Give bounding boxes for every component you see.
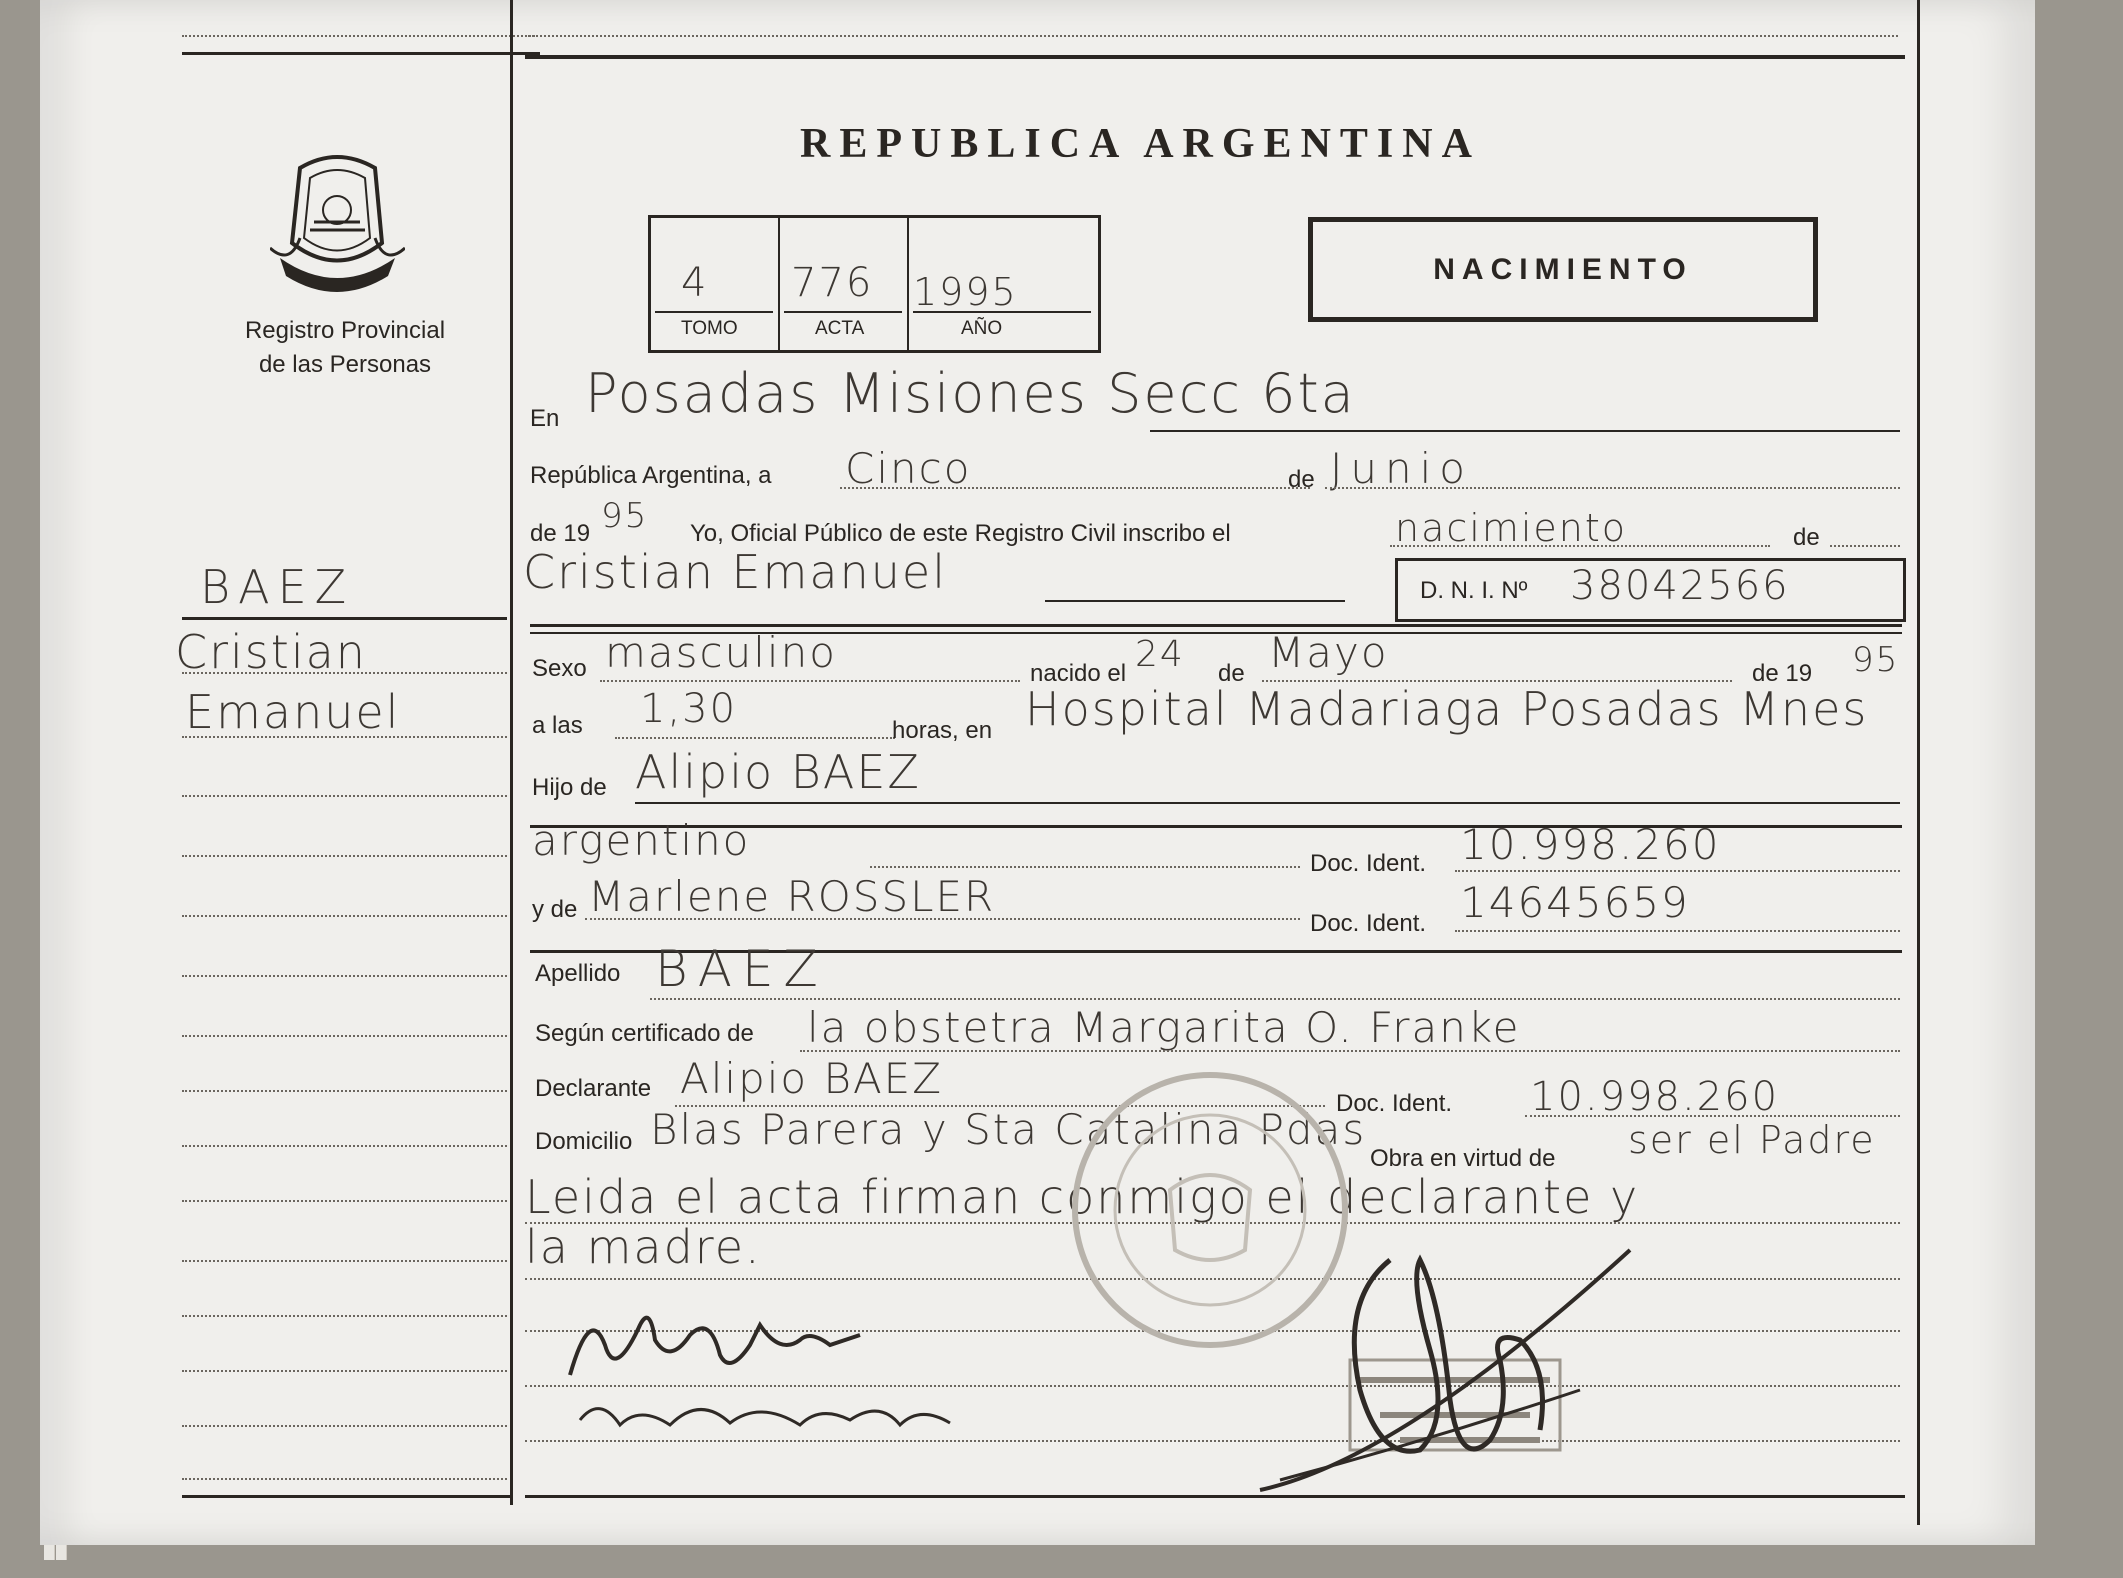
parents-signatures-icon bbox=[560, 1285, 1100, 1445]
tomo-value: 4 bbox=[681, 260, 709, 306]
declarant-value: Alipio BAEZ bbox=[680, 1054, 943, 1103]
event-value: nacimiento bbox=[1395, 506, 1628, 550]
label-oficial: Yo, Oficial Público de este Registro Civil inscribo el bbox=[690, 520, 1231, 547]
label-a-las: a las bbox=[532, 712, 583, 739]
label-republica: República Argentina, a bbox=[530, 462, 772, 489]
label-doc-ident-2: Doc. Ident. bbox=[1310, 910, 1427, 937]
month-value: Junio bbox=[1330, 444, 1473, 493]
tomo-label: TOMO bbox=[681, 318, 738, 339]
birth-place-value: Hospital Madariaga Posadas Mnes bbox=[1025, 682, 1869, 736]
label-de-19: de 19 bbox=[530, 520, 591, 547]
registration-year-value: 95 bbox=[601, 496, 649, 536]
father-doc-value: 10.998.260 bbox=[1460, 820, 1721, 869]
document-type-box bbox=[1308, 217, 1818, 322]
margin-surname: BAEZ bbox=[200, 560, 355, 614]
label-y-de: y de bbox=[532, 896, 578, 923]
mother-doc-value: 14645659 bbox=[1460, 878, 1690, 927]
top-right-dotted-line bbox=[528, 35, 1898, 37]
label-doc-ident-3: Doc. Ident. bbox=[1336, 1090, 1453, 1117]
label-doc-ident-1: Doc. Ident. bbox=[1310, 850, 1427, 877]
sex-value: masculino bbox=[605, 628, 837, 677]
top-left-dotted-line bbox=[182, 35, 538, 37]
closing-text-line2: la madre. bbox=[525, 1220, 762, 1274]
label-nacido: nacido el bbox=[1030, 660, 1127, 687]
surname-value: BAEZ bbox=[655, 940, 828, 998]
top-right-rule bbox=[525, 55, 1905, 59]
misiones-seal-icon bbox=[270, 148, 405, 300]
label-obra: Obra en virtud de bbox=[1370, 1145, 1556, 1172]
label-dni: D. N. I. Nº bbox=[1420, 577, 1528, 604]
label-sexo: Sexo bbox=[532, 655, 587, 682]
record-box bbox=[648, 215, 1101, 353]
dni-value: 38042566 bbox=[1570, 563, 1790, 609]
birth-day-value: 24 bbox=[1135, 634, 1185, 675]
birth-time-value: 1,30 bbox=[640, 686, 738, 732]
place-value: Posadas Misiones Secc 6ta bbox=[585, 362, 1356, 425]
label-de-19-birth: de 19 bbox=[1752, 660, 1813, 687]
ano-value: 1995 bbox=[913, 270, 1018, 314]
label-de-3: de bbox=[1218, 660, 1245, 687]
day-value: Cinco bbox=[845, 444, 972, 493]
mother-name-value: Marlene ROSSLER bbox=[588, 872, 996, 921]
right-border bbox=[1917, 0, 1920, 1525]
document-type-label: NACIMIENTO bbox=[1433, 252, 1693, 286]
label-horas: horas, en bbox=[892, 717, 993, 744]
margin-first-name: Cristian bbox=[175, 625, 367, 679]
margin-middle-name: Emanuel bbox=[185, 685, 401, 739]
child-name-value: Cristian Emanuel bbox=[523, 545, 948, 599]
label-hijo-de: Hijo de bbox=[532, 774, 607, 801]
registry-name-line1: Registro Provincial bbox=[244, 317, 446, 344]
ano-label: AÑO bbox=[961, 318, 1003, 339]
acta-value: 776 bbox=[791, 260, 874, 306]
birth-month-value: Mayo bbox=[1268, 628, 1389, 677]
label-en: En bbox=[530, 405, 560, 432]
left-column-divider bbox=[510, 0, 513, 1505]
address-value: Blas Parera y Sta Catalina Pdas bbox=[650, 1105, 1367, 1154]
label-segun: Según certificado de bbox=[535, 1020, 754, 1047]
label-de-1: de bbox=[1288, 466, 1315, 493]
closing-text-line1: Leida el acta firman conmigo el declarante y bbox=[525, 1170, 1640, 1224]
acta-label: ACTA bbox=[815, 318, 865, 339]
father-name-value: Alipio BAEZ bbox=[635, 745, 921, 799]
label-apellido: Apellido bbox=[535, 960, 621, 987]
label-domicilio: Domicilio bbox=[535, 1128, 633, 1155]
certificate-value: la obstetra Margarita O. Franke bbox=[807, 1003, 1521, 1052]
declarant-doc-value: 10.998.260 bbox=[1530, 1074, 1780, 1120]
dni-box bbox=[1395, 558, 1906, 622]
label-declarante: Declarante bbox=[535, 1075, 652, 1102]
document-page bbox=[40, 0, 2035, 1545]
document-title: REPUBLICA ARGENTINA bbox=[800, 121, 1481, 167]
label-de-2: de bbox=[1793, 524, 1820, 551]
official-signature-stamp-icon bbox=[1250, 1240, 1670, 1520]
registry-name bbox=[210, 314, 480, 382]
father-nationality-value: argentino bbox=[532, 816, 751, 865]
top-left-rule bbox=[182, 52, 540, 55]
birth-year-value: 95 bbox=[1852, 640, 1900, 680]
registry-name-line2: de las Personas bbox=[258, 351, 432, 378]
obra-value: ser el Padre bbox=[1628, 1118, 1876, 1162]
